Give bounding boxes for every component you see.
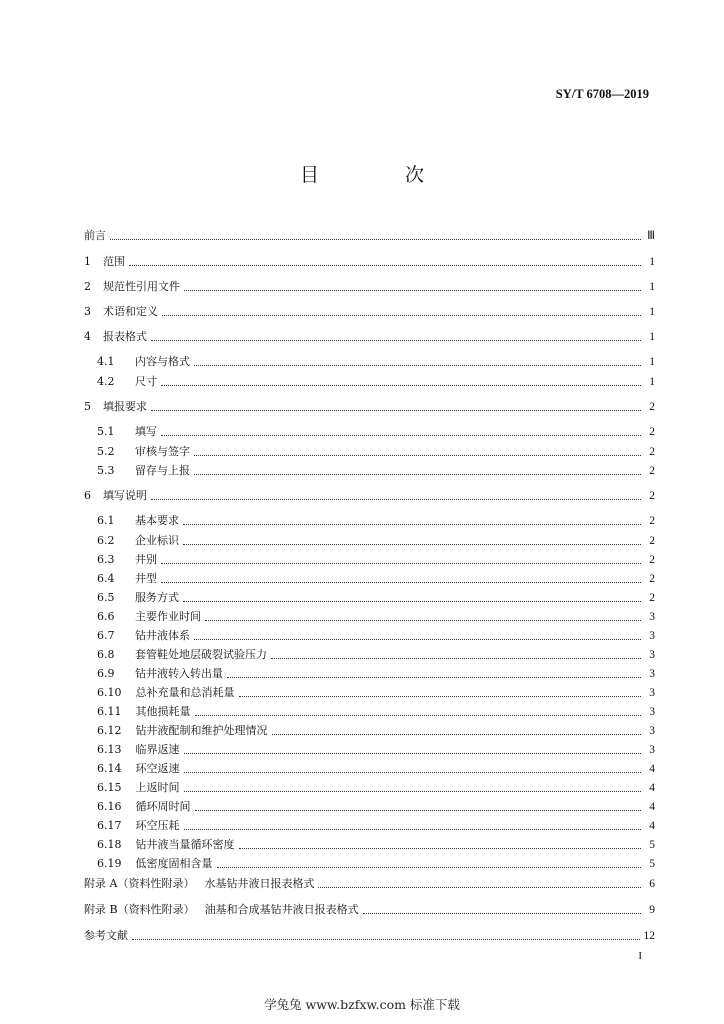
toc-entry-title: 油基和合成基钻井液日报表格式 [204, 903, 359, 916]
toc-dot-leader [239, 847, 642, 849]
toc-entry-page: 2 [649, 426, 655, 438]
toc-entry-title: 井型 [135, 572, 157, 585]
toc-dot-leader [132, 938, 640, 940]
toc-entry[interactable] [97, 628, 655, 644]
toc-entry[interactable] [97, 856, 655, 872]
toc-entry-title: 环空压耗 [135, 819, 180, 832]
toc-entry-number: 6.11 [97, 705, 122, 718]
toc-dot-leader [194, 364, 641, 366]
toc-entry[interactable] [97, 571, 655, 587]
toc-entry[interactable] [97, 761, 655, 777]
toc-entry[interactable] [84, 488, 655, 504]
toc-entry-number: 6.18 [97, 838, 122, 851]
toc-entry-title: 钻井液体系 [135, 629, 190, 642]
toc-dot-leader [194, 454, 641, 456]
toc-entry-page: 2 [649, 446, 655, 458]
toc-entry[interactable] [97, 666, 655, 682]
toc-entry[interactable] [97, 723, 655, 739]
toc-dot-leader [129, 264, 641, 266]
toc-dot-leader [183, 523, 641, 525]
toc-entry[interactable] [84, 228, 655, 244]
toc-entry-page: 3 [649, 687, 655, 699]
toc-entry[interactable] [97, 463, 655, 479]
toc-entry[interactable] [97, 513, 655, 529]
page-number: I [638, 950, 642, 962]
toc-dot-leader [184, 771, 642, 773]
toc-dot-leader [194, 638, 641, 640]
toc-entry-page: 3 [649, 630, 655, 642]
toc-entry[interactable] [97, 704, 655, 720]
toc-entry-title: 水基钻井液日报表格式 [204, 877, 315, 890]
toc-entry-title: 套管鞋处地层破裂试验压力 [135, 648, 267, 661]
toc-entry-number: 6.8 [97, 648, 115, 661]
toc-entry-title: 审核与签字 [135, 445, 190, 458]
footer-watermark: 学兔兔 www.bzfxw.com 标准下载 [264, 997, 460, 1012]
toc-entry[interactable] [97, 780, 655, 796]
toc-entry[interactable] [84, 902, 655, 918]
toc-dot-leader [184, 289, 641, 291]
toc-entry-number: 6.9 [97, 667, 115, 680]
toc-dot-leader [183, 543, 641, 545]
toc-entry-number: 6.3 [97, 553, 115, 566]
toc-entry-page: 1 [649, 331, 655, 343]
toc-entry-title: 服务方式 [135, 591, 179, 604]
toc-entry-page: 3 [649, 668, 655, 680]
toc-entry-page: 3 [649, 725, 655, 737]
toc-entry-title: 基本要求 [135, 514, 179, 527]
toc-entry-number: 5.1 [97, 425, 115, 438]
toc-entry-page: 2 [649, 490, 655, 502]
toc-entry-page: 2 [649, 401, 655, 413]
toc-entry-title: 留存与上报 [135, 464, 190, 477]
toc-entry-title: 上返时间 [135, 781, 180, 794]
toc-entry[interactable] [97, 424, 655, 440]
toc-entry-title: 临界返速 [135, 743, 180, 756]
toc-dot-leader [110, 238, 641, 240]
toc-entry[interactable] [97, 685, 655, 701]
toc-entry-page: Ⅲ [647, 230, 655, 242]
toc-entry-number: 6.13 [97, 743, 122, 756]
toc-entry-number: 6.4 [97, 572, 115, 585]
toc-entry-page: 3 [649, 744, 655, 756]
toc-entry-title: 尺寸 [135, 375, 157, 388]
toc-dot-leader [217, 866, 642, 868]
toc-dot-leader [161, 562, 641, 564]
toc-entry-number: 6.17 [97, 819, 122, 832]
toc-entry-title: 钻井液当量循环密度 [135, 838, 235, 851]
toc-entry[interactable] [97, 799, 655, 815]
toc-entry-page: 1 [649, 356, 655, 368]
toc-dot-leader [195, 714, 642, 716]
toc-entry[interactable] [97, 533, 655, 549]
toc-dot-leader [183, 600, 641, 602]
toc-entry[interactable] [97, 609, 655, 625]
toc-entry-page: 3 [649, 649, 655, 661]
toc-entry-number: 6.10 [97, 686, 122, 699]
toc-entry[interactable] [84, 304, 655, 320]
toc-entry-number: 4 [84, 330, 91, 343]
toc-entry[interactable] [97, 590, 655, 606]
toc-dot-leader [151, 339, 641, 341]
toc-entry-page: 2 [649, 535, 655, 547]
toc-entry[interactable] [84, 399, 655, 415]
toc-entry[interactable] [97, 647, 655, 663]
toc-dot-leader [194, 473, 641, 475]
toc-entry-title: 填写说明 [103, 489, 147, 502]
toc-entry-number: 3 [84, 305, 91, 318]
toc-entry-page: 2 [649, 592, 655, 604]
toc-entry-number: 6.6 [97, 610, 115, 623]
toc-entry-title: 总补充量和总消耗量 [135, 686, 235, 699]
toc-entry-number: 6.2 [97, 534, 115, 547]
toc-entry-number: 附录 A（资料性附录） [84, 877, 195, 890]
toc-dot-leader [205, 619, 641, 621]
toc-entry-number: 6.14 [97, 762, 122, 775]
toc-entry-page: 1 [649, 376, 655, 388]
toc-entry-title: 循环周时间 [135, 800, 191, 813]
toc-entry-page: 6 [649, 878, 655, 890]
page-title: 目 次 [299, 164, 465, 186]
toc-entry[interactable] [84, 329, 655, 345]
toc-entry-title: 参考文献 [84, 929, 128, 942]
toc-entry-title: 低密度固相含量 [135, 857, 213, 870]
toc-entry-number: 6.19 [97, 857, 122, 870]
toc-dot-leader [151, 409, 641, 411]
toc-entry-number: 6.5 [97, 591, 115, 604]
toc-entry-page: 2 [649, 465, 655, 477]
toc-dot-leader [162, 314, 641, 316]
toc-entry-page: 12 [643, 930, 655, 942]
toc-dot-leader [151, 498, 641, 500]
toc-entry-title: 术语和定义 [103, 305, 158, 318]
toc-entry[interactable] [97, 552, 655, 568]
toc-entry-number: 6.12 [97, 724, 122, 737]
toc-entry-title: 企业标识 [135, 534, 179, 547]
toc-dot-leader [318, 886, 641, 888]
toc-entry-number: 1 [84, 255, 91, 268]
toc-entry-title: 钻井液配制和维护处理情况 [135, 724, 268, 737]
toc-entry-page: 2 [649, 573, 655, 585]
toc-dot-leader [363, 912, 641, 914]
toc-dot-leader [184, 752, 642, 754]
toc-entry-number: 5.2 [97, 445, 115, 458]
toc-entry-number: 5.3 [97, 464, 115, 477]
toc-entry-page: 5 [649, 839, 655, 851]
toc-entry[interactable] [97, 742, 655, 758]
toc-entry-page: 1 [649, 281, 655, 293]
toc-entry-title: 环空返速 [135, 762, 180, 775]
toc-entry-page: 1 [649, 256, 655, 268]
toc-entry[interactable] [97, 354, 655, 370]
toc-entry-title: 井别 [135, 553, 157, 566]
toc-entry-number: 4.2 [97, 375, 115, 388]
toc-entry[interactable] [97, 444, 655, 460]
toc-dot-leader [272, 733, 642, 735]
toc-entry-title: 规范性引用文件 [103, 280, 180, 293]
standard-code: SY/T 6708—2019 [555, 87, 649, 101]
toc-entry-title: 报表格式 [103, 330, 147, 343]
toc-dot-leader [161, 434, 641, 436]
toc-dot-leader [161, 581, 641, 583]
toc-dot-leader [227, 676, 641, 678]
toc-entry-page: 3 [649, 611, 655, 623]
toc-entry[interactable] [97, 837, 655, 853]
toc-entry-title: 钻井液转入转出量 [135, 667, 223, 680]
toc-entry-page: 4 [649, 782, 655, 794]
toc-entry-title: 范围 [103, 255, 125, 268]
toc-entry-page: 2 [649, 515, 655, 527]
toc-entry[interactable] [84, 928, 655, 944]
toc-entry-page: 5 [649, 858, 655, 870]
toc-entry-number: 6.1 [97, 514, 115, 527]
toc-dot-leader [161, 384, 641, 386]
toc-entry-number: 4.1 [97, 355, 115, 368]
toc-entry[interactable] [84, 279, 655, 295]
toc-dot-leader [184, 828, 642, 830]
toc-entry-page: 2 [649, 554, 655, 566]
toc-entry-page: 1 [649, 306, 655, 318]
toc-dot-leader [239, 695, 642, 697]
toc-entry-page: 3 [649, 706, 655, 718]
toc-entry[interactable] [84, 876, 655, 892]
toc-entry-title: 填报要求 [103, 400, 147, 413]
toc-entry-number: 5 [84, 400, 91, 413]
toc-entry-page: 4 [649, 801, 655, 813]
toc-entry-title: 其他损耗量 [135, 705, 191, 718]
toc-entry-number: 附录 B（资料性附录） [84, 903, 195, 916]
toc-entry-page: 4 [649, 763, 655, 775]
toc-entry-title: 内容与格式 [135, 355, 190, 368]
toc-dot-leader [271, 657, 641, 659]
toc-entry-title: 前言 [84, 229, 106, 242]
toc-dot-leader [184, 790, 642, 792]
toc-entry-page: 4 [649, 820, 655, 832]
toc-entry-number: 6.16 [97, 800, 122, 813]
toc-entry-page: 9 [649, 904, 655, 916]
toc-entry-number: 6 [84, 489, 91, 502]
toc-entry[interactable] [84, 254, 655, 270]
toc-dot-leader [195, 809, 642, 811]
toc-entry-title: 主要作业时间 [135, 610, 201, 623]
toc-entry[interactable] [97, 818, 655, 834]
toc-entry-number: 6.7 [97, 629, 115, 642]
toc-entry[interactable] [97, 374, 655, 390]
toc-entry-number: 2 [84, 280, 91, 293]
toc-entry-title: 填写 [135, 425, 157, 438]
toc-entry-number: 6.15 [97, 781, 122, 794]
